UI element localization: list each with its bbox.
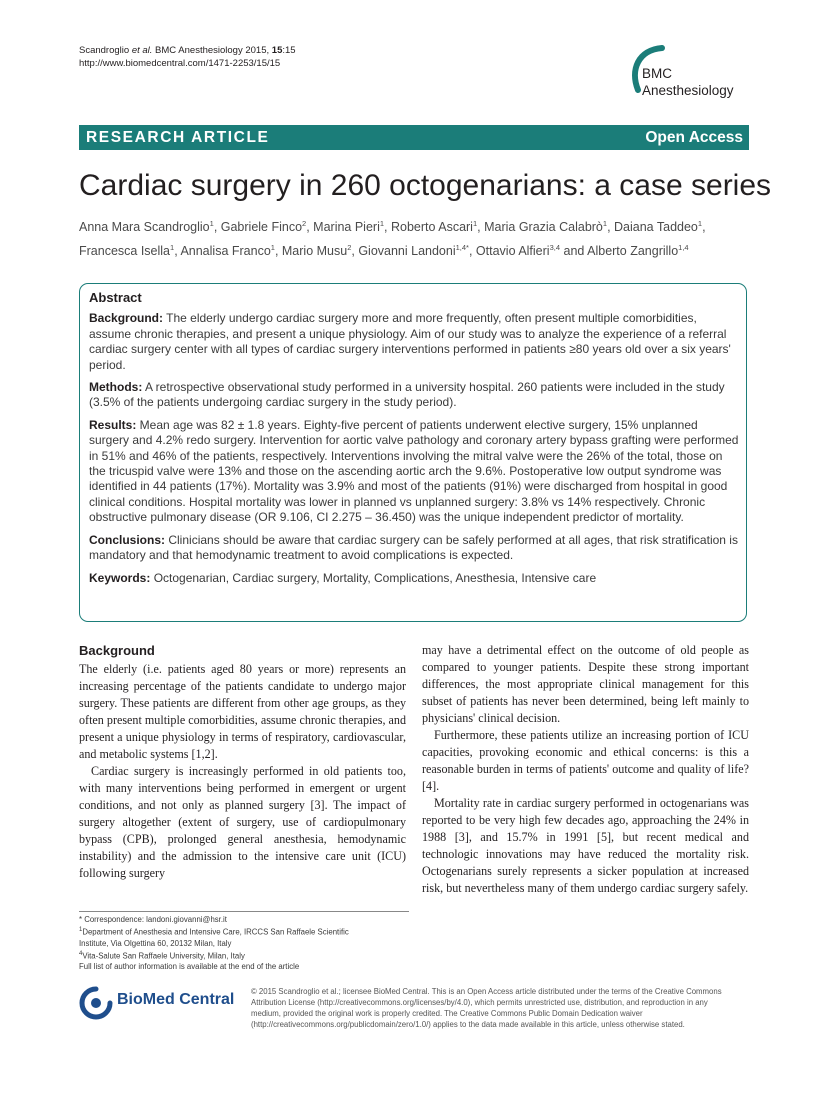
citation-journal: BMC Anesthesiology [152,45,243,56]
abstract-results-text: Mean age was 82 ± 1.8 years. Eighty-five percent of patients underwent elective surgery, 15% unplanned surgery and 4.2% redo surgery. Intervention for aortic valve pathology and coronary artery bypass grafting were performed in 51% and 46% of the patients, respectively. Interventions involving the mitral valve were the 26% of the total, those on the tricuspid valve were 13% and those on the ascending aortic arch the 9.6%. Postoperative low output syndrome was identified in 44 patients (17%). Mortality was 3.9% and most of the patients (91%) were discharged from hospital in good clinical conditions. Hospital mortality was lower in planned vs unplanned surgery: 3.8% vs 14% respectively. Chronic obstructive pulmonary disease (OR 9.106, CI 2.275 – 36.450) was the unique independent predictor of mortality. [89,417,739,525]
author-affiliation: 2 [302,219,307,228]
journal-logo-text [642,65,734,99]
citation-line [79,44,296,57]
abstract-box [79,283,747,622]
citation-issue: :15 [282,45,296,56]
abstract-methods-text: A retrospective observational study performed in a university hospital. 260 patients were included in the study (3.5% of the patients undergoing cardiac surgery in the study period). [89,380,725,410]
citation-block [79,44,296,70]
logo-line-1: BMC [642,66,672,81]
publisher-logo-text: BioMed Central [117,991,235,1008]
abstract-background-label: Background: [89,311,164,326]
citation-etal: et al. [131,45,153,56]
citation-volume: 15 [271,45,283,56]
affiliation-1-cont: Institute, Via Olgettina 60, 20132 Milan, Italy [79,938,232,948]
citation-url[interactable]: http://www.biomedcentral.com/1471-2253/15/15 [79,58,281,69]
author-name: , Roberto Ascari [384,220,473,235]
abstract-conclusions-label: Conclusions: [89,532,166,547]
author-affiliation: 1 [379,219,385,228]
abstract-methods [89,380,741,411]
article-type-banner [79,125,749,150]
author-name: Francesca Isella [79,243,171,258]
footnotes [79,911,409,972]
author-affiliation: 3,4 [549,242,561,252]
author-affiliation: 1 [270,242,275,252]
author-name: , Giovanni Landoni [351,243,456,258]
author-affiliation: 1 [602,219,608,228]
article-title: Cardiac surgery in 260 octogenarians: a case series [79,169,772,202]
abstract-results-label: Results: [89,417,137,432]
author-name: , Marina Pieri [306,220,380,235]
author-affiliation: 1,4 [678,242,689,252]
author-name: , Daiana Taddeo [607,220,698,235]
journal-logo [628,44,753,104]
citation-year: 2015, [242,45,272,56]
author-name: and Alberto Zangrillo [560,243,679,258]
author-name: , Mario Musu [274,243,348,258]
abstract-keywords-text: Octogenarian, Cardiac surgery, Mortality, Complications, Anesthesia, Intensive care [150,570,597,585]
abstract-heading: Abstract [89,290,142,305]
author-name: , Maria Grazia Calabrò [477,220,603,235]
author-info-note: Full list of author information is available at the end of the article [79,962,300,972]
author-affiliation: 2 [347,242,352,252]
article-type-label: RESEARCH ARTICLE [86,129,270,146]
affiliation-4 [79,949,409,962]
author-name: , Annalisa Franco [174,243,271,258]
affiliation-1 [79,925,409,938]
author-affiliation: 1,4* [455,242,469,252]
body-paragraph: Cardiac surgery is increasingly performed in old patients too, with many interventions being performed in emergent or urgent conditions, and not only as planned surgery [3]. The impact of surgery altogether (extent of surgery, use of cardiopulmonary bypass (CPB), prolonged general anesthesia, hemodynamic instability) and the admission to the intensive care unit (ICU) following surgery [79,764,406,880]
abstract-content [89,290,741,593]
abstract-results [89,418,741,526]
body-column-right [422,642,749,897]
open-access-label: Open Access [645,129,743,146]
citation-authors: Scandroglio [79,45,132,56]
abstract-background-text: The elderly undergo cardiac surgery more and more frequently, often present multiple comorbidities, assume chronic therapies, and present a unique physiology. Aim of our study was to analyze the experience of a referral cardiac surgery center with all types of cardiac surgery interventions performed in patients ≥80 years old over a six years' period. [89,311,731,372]
author-affiliation: 1 [472,219,478,228]
section-heading-background: Background [79,643,155,658]
author-separator: , [702,220,706,235]
affiliation-text: Department of Anesthesia and Intensive Care, IRCCS San Raffaele Scientific [82,927,349,937]
affiliation-text: Vita-Salute San Raffaele University, Milan, Italy [82,951,245,961]
license-text: © 2015 Scandroglio et al.; licensee BioMed Central. This is an Open Access article distributed under the terms of the Creative Commons Attribution License (http://creativecommons.org/licenses/by/4.0), which permits unrestricted use, distribution, and reproduction in any medium, provided the original work is properly credited. The Creative Commons Public Domain Dedication waiver (http://creativecommons.org/publicdomain/zero/1.0/) applies to the data made available in this article, unless otherwise stated. [251,987,722,1029]
abstract-conclusions [89,533,741,564]
body-paragraph: Furthermore, these patients utilize an increasing portion of ICU capacities, provoking economic and ethical concerns: is this a reasonable burden in terms of patients' outcome and quality of life? [4]. [422,728,749,793]
biomed-central-logo-icon [79,986,113,1020]
author-name: Anna Mara Scandroglio [79,220,210,235]
affiliation-number: 4 [79,950,83,957]
body-paragraph: may have a detrimental effect on the outcome of old people as compared to younger patients. Despite these strong important differences, the most appropriate clinical management for this subset of patients has never been determined, being left mainly to physicians' clinical decision. [422,643,749,725]
author-name: , Gabriele Finco [213,220,303,235]
author-affiliation: 1 [209,219,214,228]
author-name: , Ottavio Alfieri [468,243,550,258]
author-list [79,214,759,261]
affiliation-number: 1 [79,927,83,933]
abstract-methods-label: Methods: [89,380,143,395]
abstract-keywords [89,571,741,586]
abstract-conclusions-text: Clinicians should be aware that cardiac surgery can be safely performed at all ages, that risk stratification is mandatory and that hemodynamic treatment to avoid complications is expected. [89,532,738,563]
body-column-left [79,642,406,882]
author-affiliation: 1 [170,242,175,252]
abstract-keywords-label: Keywords: [89,570,151,585]
author-affiliation: 1 [697,219,703,228]
logo-line-2: Anesthesiology [642,83,734,98]
publisher-logo [79,986,239,1020]
body-paragraph: Mortality rate in cardiac surgery performed in octogenarians was reported to be very high few decades ago, approaching the 24% in 1988 [3], and 15.7% in 1991 [5], but recent medical and technologic innovations may have reduced the mortality risk. Octogenarians surely represents a sicker population at increased risk, but nevertheless many of them undergo cardiac surgery safely. [422,796,749,895]
correspondence-note[interactable]: * Correspondence: landoni.giovanni@hsr.it [79,915,227,924]
abstract-background [89,311,741,373]
body-paragraph: The elderly (i.e. patients aged 80 years or more) represents an increasing percentage of the patients candidate to undergo major surgery. These patients are different from other age groups, as they often present multiple comorbidities, assume chronic therapies, and present a unique physiology in terms of respiratory, cardiovascular, and metabolic systems [1,2]. [79,662,406,761]
